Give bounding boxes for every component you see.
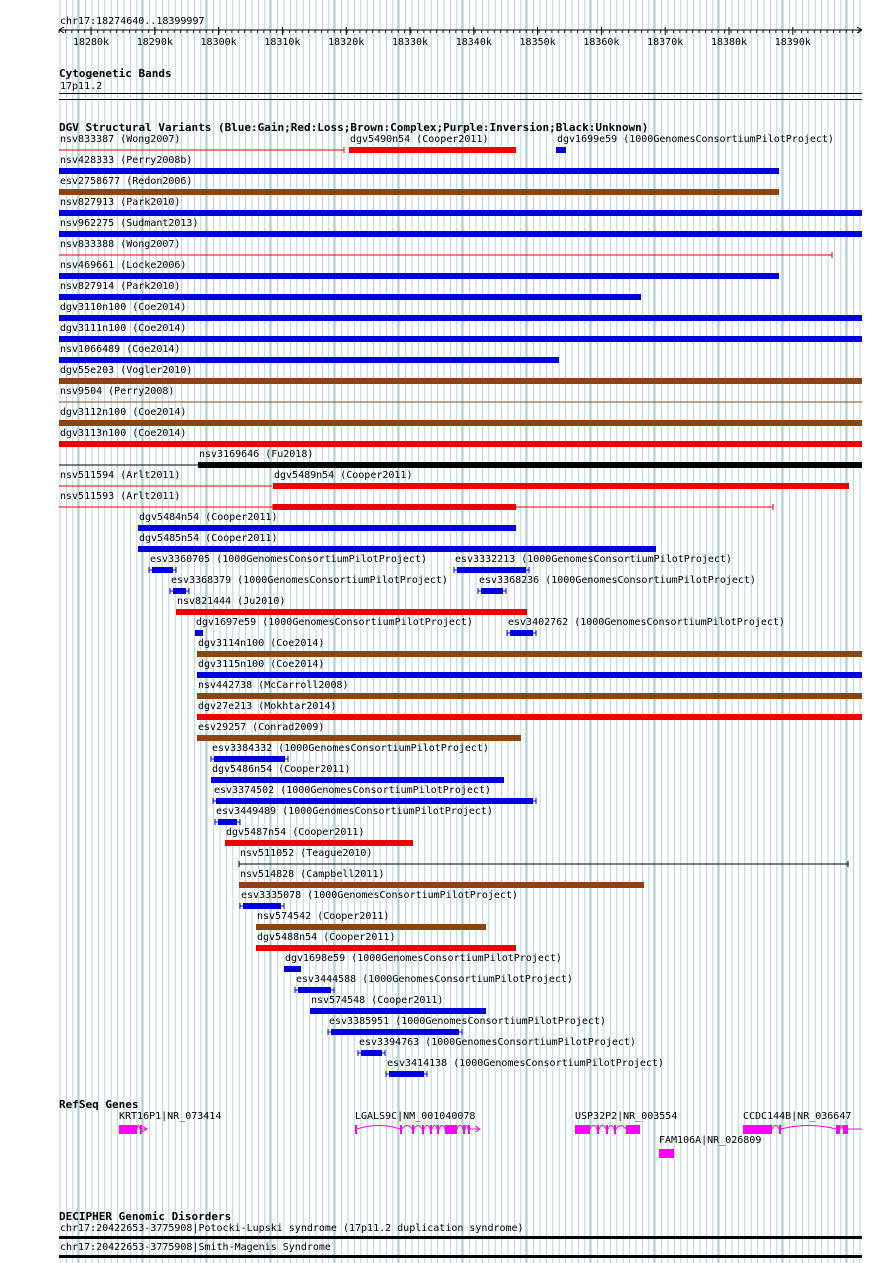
sv-label[interactable]: dgv3113n100 (Coe2014) [60, 428, 187, 439]
sv-label[interactable]: dgv3114n100 (Coe2014) [198, 638, 325, 649]
sv-bar[interactable] [59, 168, 779, 174]
sv-label[interactable]: dgv5489n54 (Cooper2011) [274, 470, 413, 481]
sv-label[interactable]: esv3384332 (1000GenomesConsortiumPilotProject) [212, 743, 489, 754]
sv-label[interactable]: esv3374502 (1000GenomesConsortiumPilotProject) [214, 785, 491, 796]
sv-label[interactable]: dgv3115n100 (Coe2014) [198, 659, 325, 670]
decipher-feature-label[interactable]: chr17:20422653-3775908|Smith-Magenis Syndrome [60, 1242, 331, 1253]
gene-exon[interactable] [779, 1125, 781, 1134]
sv-label[interactable]: esv3368236 (1000GenomesConsortiumPilotProject) [479, 575, 756, 586]
gene-exon[interactable] [437, 1125, 439, 1134]
gene-exon[interactable] [597, 1125, 599, 1134]
ruler-tick-label: 18320k [328, 37, 365, 48]
ruler-tick-label: 18380k [710, 37, 748, 48]
sv-bar[interactable] [59, 294, 641, 300]
sv-label[interactable]: esv29257 (Conrad2009) [198, 722, 325, 733]
gene-label[interactable]: FAM106A|NR_026809 [659, 1135, 762, 1146]
gene-exon[interactable] [575, 1125, 590, 1134]
sv-label[interactable]: dgv3110n100 (Coe2014) [60, 302, 187, 313]
location-label: chr17:18274640..18399997 [60, 16, 205, 27]
sv-label[interactable]: nsv428333 (Perry2008b) [60, 155, 193, 166]
sv-label[interactable]: nsv574542 (Cooper2011) [257, 911, 390, 922]
sv-bar[interactable] [59, 441, 862, 447]
sv-bar[interactable] [273, 483, 849, 489]
sv-label[interactable]: nsv827913 (Park2010) [60, 197, 181, 208]
sv-label[interactable]: nsv9504 (Perry2008) [60, 386, 175, 397]
sv-bar[interactable] [59, 273, 779, 279]
sv-label[interactable]: dgv5485n54 (Cooper2011) [139, 533, 278, 544]
sv-bar[interactable] [197, 693, 862, 699]
sv-label[interactable]: esv3360705 (1000GenomesConsortiumPilotProject) [150, 554, 427, 565]
sv-label[interactable]: dgv5486n54 (Cooper2011) [212, 764, 351, 775]
sv-bar[interactable] [197, 714, 862, 720]
gene-exon[interactable] [843, 1125, 848, 1134]
sv-label[interactable]: nsv1066489 (Coe2014) [60, 344, 181, 355]
sv-bar[interactable] [197, 672, 862, 678]
sv-label[interactable]: esv3335078 (1000GenomesConsortiumPilotProject) [241, 890, 518, 901]
sv-label[interactable]: nsv3169646 (Fu2018) [199, 449, 314, 460]
sv-label[interactable]: dgv5487n54 (Cooper2011) [226, 827, 365, 838]
sv-bar[interactable] [59, 210, 862, 216]
gene-exon[interactable] [659, 1149, 674, 1158]
sv-bar[interactable] [59, 420, 862, 426]
sv-label[interactable]: dgv1698e59 (1000GenomesConsortiumPilotProject) [285, 953, 562, 964]
gene-exon[interactable] [119, 1125, 137, 1134]
refseq-track-title: RefSeq Genes [59, 1098, 139, 1111]
gene-exon[interactable] [400, 1125, 402, 1134]
sv-label[interactable]: esv3385951 (1000GenomesConsortiumPilotProject) [329, 1016, 606, 1027]
ruler-tick-label: 18290k [136, 37, 173, 48]
sv-label[interactable]: nsv511594 (Arlt2011) [60, 470, 181, 481]
gene-label[interactable]: KRT16P1|NR_073414 [119, 1111, 222, 1122]
sv-bar[interactable] [556, 147, 566, 153]
sv-label[interactable]: dgv5490n54 (Cooper2011) [350, 134, 489, 145]
sv-bar[interactable] [198, 462, 862, 468]
sv-label[interactable]: esv3414138 (1000GenomesConsortiumPilotProject) [387, 1058, 664, 1069]
sv-bar[interactable] [59, 357, 559, 363]
gene-exon[interactable] [614, 1125, 616, 1134]
sv-label[interactable]: nsv821444 (Ju2010) [177, 596, 286, 607]
sv-bar[interactable] [59, 315, 862, 321]
gene-label[interactable]: USP32P2|NR_003554 [575, 1111, 678, 1122]
sv-bar[interactable] [138, 546, 656, 552]
gene-exon[interactable] [430, 1125, 432, 1134]
sv-bar[interactable] [138, 525, 516, 531]
sv-bar[interactable] [211, 777, 504, 783]
ruler-tick-label: 18340k [455, 37, 492, 48]
gene-exon[interactable] [606, 1125, 608, 1134]
sv-bar[interactable] [59, 378, 862, 384]
sv-label[interactable]: esv3444588 (1000GenomesConsortiumPilotProject) [296, 974, 573, 985]
ruler-tick-label: 18390k [774, 37, 811, 48]
sv-label[interactable]: esv3332213 (1000GenomesConsortiumPilotProject) [455, 554, 732, 565]
gene-exon[interactable] [468, 1125, 470, 1134]
gene-label[interactable]: LGALS9C|NM_001040078 [355, 1111, 476, 1122]
gene-exon[interactable] [422, 1125, 424, 1134]
gene-exon[interactable] [355, 1125, 357, 1134]
sv-label[interactable]: nsv827914 (Park2010) [60, 281, 181, 292]
sv-label[interactable]: esv2758677 (Redon2006) [60, 176, 193, 187]
sv-bar[interactable] [349, 147, 516, 153]
decipher-track-title: DECIPHER Genomic Disorders [59, 1210, 232, 1223]
sv-label[interactable]: nsv442738 (McCarroll2008) [198, 680, 349, 691]
sv-label[interactable]: nsv833388 (Wong2007) [60, 239, 181, 250]
sv-bar[interactable] [284, 966, 301, 972]
sv-label[interactable]: esv3402762 (1000GenomesConsortiumPilotProject) [508, 617, 785, 628]
gene-exon[interactable] [412, 1125, 414, 1134]
dgv-track-title: DGV Structural Variants (Blue:Gain;Red:Loss;Brown:Complex;Purple:Inversion;Black:Unknown) [59, 121, 649, 134]
gene-exon[interactable] [463, 1125, 465, 1134]
sv-bar[interactable] [59, 231, 862, 237]
cyto-track-title: Cytogenetic Bands [59, 67, 172, 80]
sv-label[interactable]: nsv962275 (Sudmant2013) [60, 218, 199, 229]
cyto-band-label[interactable]: 17p11.2 [60, 81, 103, 92]
sv-bar[interactable] [176, 609, 527, 615]
gene-label[interactable]: CCDC144B|NR_036647 [743, 1111, 852, 1122]
sv-bar[interactable] [197, 651, 862, 657]
sv-label[interactable]: esv3449489 (1000GenomesConsortiumPilotProject) [216, 806, 493, 817]
gene-exon[interactable] [140, 1125, 142, 1134]
sv-bar[interactable] [310, 1008, 486, 1014]
sv-label[interactable]: dgv27e213 (Mokhtar2014) [198, 701, 337, 712]
sv-bar[interactable] [273, 504, 516, 510]
sv-bar[interactable] [256, 945, 516, 951]
sv-bar[interactable] [197, 735, 521, 741]
sv-bar[interactable] [59, 336, 862, 342]
gene-exon[interactable] [836, 1125, 840, 1134]
sv-bar[interactable] [225, 840, 413, 846]
ruler-tick-label: 18370k [647, 37, 684, 48]
sv-label[interactable]: dgv1699e59 (1000GenomesConsortiumPilotProject) [557, 134, 834, 145]
sv-bar[interactable] [59, 189, 779, 195]
sv-label[interactable]: nsv833387 (Wong2007) [60, 134, 181, 145]
gene-exon[interactable] [445, 1125, 457, 1134]
sv-bar[interactable] [239, 882, 644, 888]
ruler-tick-label: 18360k [583, 37, 620, 48]
sv-label[interactable]: dgv3111n100 (Coe2014) [60, 323, 187, 334]
sv-label[interactable]: dgv5488n54 (Cooper2011) [257, 932, 396, 943]
sv-bar[interactable] [195, 630, 203, 636]
sv-label[interactable]: nsv511052 (Teague2010) [240, 848, 373, 859]
sv-label[interactable]: dgv1697e59 (1000GenomesConsortiumPilotProject) [196, 617, 473, 628]
sv-label[interactable]: esv3368379 (1000GenomesConsortiumPilotProject) [171, 575, 448, 586]
sv-label[interactable]: dgv55e203 (Vogler2010) [60, 365, 193, 376]
ruler-tick-label: 18350k [519, 37, 556, 48]
ruler-tick-label: 18330k [391, 37, 429, 48]
gene-exon[interactable] [626, 1125, 640, 1134]
sv-label[interactable]: nsv574548 (Cooper2011) [311, 995, 444, 1006]
gene-exon[interactable] [743, 1125, 772, 1134]
sv-label[interactable]: nsv511593 (Arlt2011) [60, 491, 181, 502]
ruler-tick-label: 18280k [72, 37, 110, 48]
decipher-feature-label[interactable]: chr17:20422653-3775908|Potocki-Lupski syndrome (17p11.2 duplication syndrome) [60, 1223, 524, 1234]
sv-label[interactable]: esv3394763 (1000GenomesConsortiumPilotProject) [359, 1037, 636, 1048]
gene-intron [355, 1126, 480, 1130]
sv-label[interactable]: dgv3112n100 (Coe2014) [60, 407, 187, 418]
sv-bar[interactable] [256, 924, 486, 930]
ruler-tick-label: 18310k [264, 37, 301, 48]
sv-label[interactable]: nsv469661 (Locke2006) [60, 260, 187, 271]
sv-label[interactable]: nsv514828 (Campbell2011) [240, 869, 385, 880]
ruler-tick-label: 18300k [200, 37, 237, 48]
sv-label[interactable]: dgv5484n54 (Cooper2011) [139, 512, 278, 523]
